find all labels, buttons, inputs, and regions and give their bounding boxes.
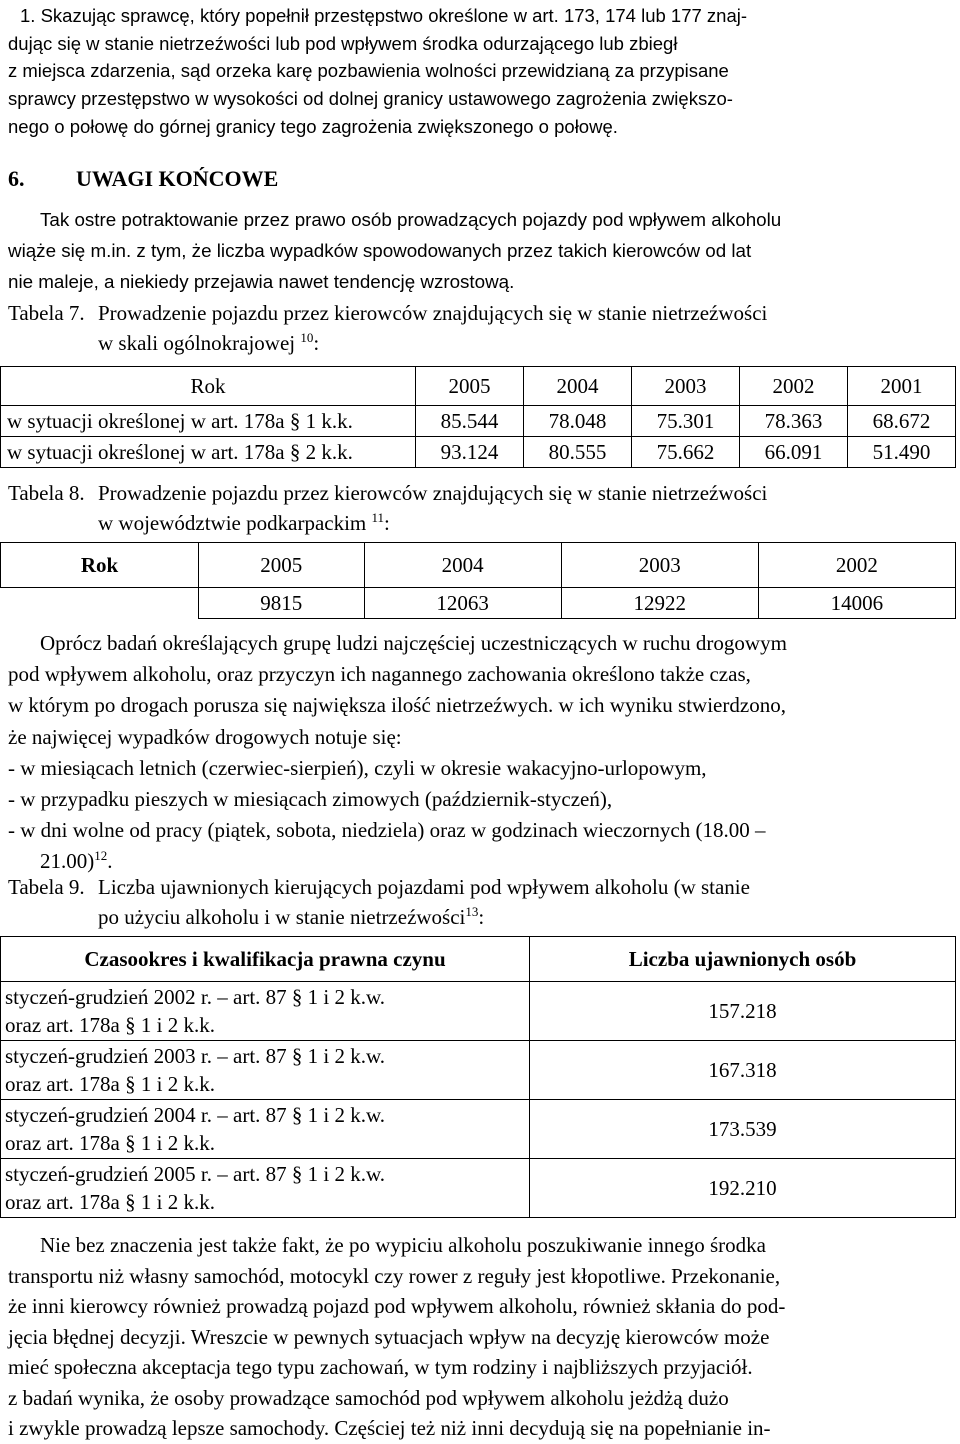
table-cell: 9815 [199, 588, 365, 619]
text-line: Oprócz badań określających grupę ludzi najczęściej uczestniczących w ruchu drogowym [40, 631, 787, 655]
text-fragment: . [107, 849, 113, 874]
text-line: nie maleje, a niekiedy przejawia nawet tendencję wzrostową. [8, 271, 515, 292]
table-label: Tabela 9. [8, 875, 85, 899]
table-8 [0, 542, 956, 619]
table-cell: 93.124 [416, 437, 524, 468]
table-cell: 75.301 [632, 406, 740, 437]
table-cell: 14006 [758, 588, 955, 619]
table-cell: 78.048 [524, 406, 632, 437]
section-title: UWAGI KOŃCOWE [76, 166, 279, 191]
table-8-caption [8, 478, 956, 538]
header-cell: 2001 [848, 367, 956, 406]
table-header-row [1, 367, 956, 406]
count-cell: 157.218 [530, 982, 956, 1041]
cell-line: oraz art. 178a § 1 i 2 k.k. [5, 1190, 215, 1214]
cell-line: styczeń-grudzień 2003 r. – art. 87 § 1 i 2 k.w. [5, 1044, 386, 1068]
text-line: transportu niż własny samochód, motocykl czy rower z reguły jest kłopotliwe. Przekonanie, [8, 1263, 781, 1288]
cell-line: oraz art. 178a § 1 i 2 k.k. [5, 1072, 215, 1096]
text-line: wiąże się m.in. z tym, że liczba wypadków spowodowanych przez takich kierowców od lat [8, 240, 752, 261]
count-cell: 192.210 [530, 1159, 956, 1218]
cell-line: oraz art. 178a § 1 i 2 k.k. [5, 1013, 215, 1037]
header-cell: Rok [1, 543, 199, 588]
table-row [1, 437, 956, 468]
caption-line: Prowadzenie pojazdu przez kierowców znajdujących się w stanie nietrzeźwości [98, 481, 768, 505]
header-cell: Liczba ujawnionych osób [530, 937, 956, 982]
period-cell [1, 1100, 530, 1159]
cell-line: styczeń-grudzień 2005 r. – art. 87 § 1 i 2 k.w. [5, 1162, 386, 1186]
header-cell: 2004 [364, 543, 561, 588]
table-header-row [1, 937, 956, 982]
text-line: że inni kierowcy również prowadzą pojazd pod wpływem alkoholu, również skłania do pod- [8, 1294, 786, 1318]
text-line: w którym po drogach porusza się największa ilość nietrzeźwych. w ich wyniku stwierdzono, [8, 693, 786, 718]
table-cell: 12922 [561, 588, 758, 619]
paragraph-item-1 [8, 2, 956, 141]
body-paragraph-2 [8, 1230, 956, 1444]
table-cell: 66.091 [740, 437, 848, 468]
table-row [1, 1041, 956, 1100]
footnote-ref: 10 [300, 330, 314, 345]
list-item: - w przypadku pieszych w miesiącach zimowych (październik-styczeń), [8, 787, 613, 812]
cell-line: styczeń-grudzień 2004 r. – art. 87 § 1 i 2 k.w. [5, 1103, 386, 1127]
table-label: Tabela 7. [8, 301, 85, 325]
section-paragraph [8, 204, 956, 297]
table-9 [0, 936, 956, 1218]
text-line: z badań wynika, że osoby prowadzące samochód pod wpływem alkoholu jeżdżą dużo [8, 1385, 729, 1410]
text-line: Tak ostre potraktowanie przez prawo osób prowadzących pojazdy pod wpływem alkoholu [40, 209, 782, 230]
cell-line: oraz art. 178a § 1 i 2 k.k. [5, 1131, 215, 1155]
text-line: i zwykle prowadzą lepsze samochody. Częściej też niż inni decydują się na popełnianie in- [8, 1416, 771, 1440]
list-item: - w dni wolne od pracy (piątek, sobota, niedziela) oraz w godzinach wieczornych (18.00 – [8, 818, 766, 843]
row-label: w sytuacji określonej w art. 178a § 2 k.k. [1, 437, 416, 468]
table-cell: 80.555 [524, 437, 632, 468]
text-line: z miejsca zdarzenia, sąd orzeka karę pozbawienia wolności przewidzianą za przypisane [8, 60, 729, 82]
table-9-caption [8, 872, 956, 932]
text-line: że najwięcej wypadków drogowych notuje się: [8, 724, 402, 749]
count-cell: 167.318 [530, 1041, 956, 1100]
text-line: sprawcy przestępstwo w wysokości od dolnej granicy ustawowego zagrożenia zwiększo- [8, 88, 733, 110]
table-row [1, 1100, 956, 1159]
text-line: nego o połowę do górnej granicy tego zagrożenia zwiększonego o połowę. [8, 115, 618, 137]
caption-line: Prowadzenie pojazdu przez kierowców znajdujących się w stanie nietrzeźwości [98, 301, 768, 325]
text-fragment: 21.00) [40, 849, 95, 874]
text-line: dując się w stanie nietrzeźwości lub pod wpływem środka odurzającego lub zbiegł [8, 32, 678, 54]
caption-line: Liczba ujawnionych kierujących pojazdami pod wpływem alkoholu (w stanie [98, 875, 750, 899]
text-line: jęcia błędnej decyzji. Wreszcie w pewnych sytuacjach wpływ na decyzję kierowców może [8, 1324, 770, 1349]
caption-line: w skali ogólnokrajowej [98, 331, 296, 355]
header-cell: Rok [1, 367, 416, 406]
section-heading [8, 166, 278, 192]
section-number: 6. [8, 166, 25, 191]
table-cell: 68.672 [848, 406, 956, 437]
header-cell: 2005 [199, 543, 365, 588]
count-cell: 173.539 [530, 1100, 956, 1159]
header-cell: 2005 [416, 367, 524, 406]
caption-punct: : [313, 331, 320, 355]
header-cell: 2004 [524, 367, 632, 406]
table-cell: 78.363 [740, 406, 848, 437]
footnote-ref: 11 [371, 510, 385, 525]
table-row [1, 588, 956, 619]
header-cell: 2003 [561, 543, 758, 588]
table-header-row [1, 543, 956, 588]
body-paragraph-1 [8, 628, 956, 878]
cell-line: styczeń-grudzień 2002 r. – art. 87 § 1 i 2 k.w. [5, 985, 386, 1009]
table-row [1, 1159, 956, 1218]
table-label: Tabela 8. [8, 481, 85, 505]
text-line: 1. Skazując sprawcę, który popełnił przestępstwo określone w art. 173, 174 lub 177 znaj- [20, 5, 748, 26]
caption-line: po użyciu alkoholu i w stanie nietrzeźwości [98, 905, 466, 929]
table-row [1, 982, 956, 1041]
text-line: mieć społeczna akceptacja tego typu zachowań, w tym rodziny i najbliższych przyjaciół. [8, 1355, 753, 1379]
period-cell [1, 1041, 530, 1100]
caption-punct: : [478, 905, 485, 929]
empty-cell [1, 588, 199, 619]
table-row [1, 406, 956, 437]
footnote-ref: 12 [94, 848, 108, 864]
header-cell: Czasookres i kwalifikacja prawna czynu [1, 937, 530, 982]
list-item: - w miesiącach letnich (czerwiec-sierpień), czyli w okresie wakacyjno-urlopowym, [8, 755, 707, 780]
table-7 [0, 366, 956, 468]
table-cell: 85.544 [416, 406, 524, 437]
period-cell [1, 1159, 530, 1218]
table-cell: 12063 [364, 588, 561, 619]
header-cell: 2002 [740, 367, 848, 406]
table-7-caption [8, 298, 956, 358]
caption-punct: : [384, 511, 390, 535]
row-label: w sytuacji określonej w art. 178a § 1 k.k. [1, 406, 416, 437]
period-cell [1, 982, 530, 1041]
text-line: Nie bez znaczenia jest także fakt, że po wypiciu alkoholu poszukiwanie innego środka [40, 1233, 766, 1257]
table-cell: 75.662 [632, 437, 740, 468]
header-cell: 2003 [632, 367, 740, 406]
caption-line: w województwie podkarpackim [98, 511, 367, 535]
header-cell: 2002 [758, 543, 955, 588]
table-cell: 51.490 [848, 437, 956, 468]
footnote-ref: 13 [465, 904, 479, 919]
text-line: pod wpływem alkoholu, oraz przyczyn ich nagannego zachowania określono także czas, [8, 662, 751, 687]
